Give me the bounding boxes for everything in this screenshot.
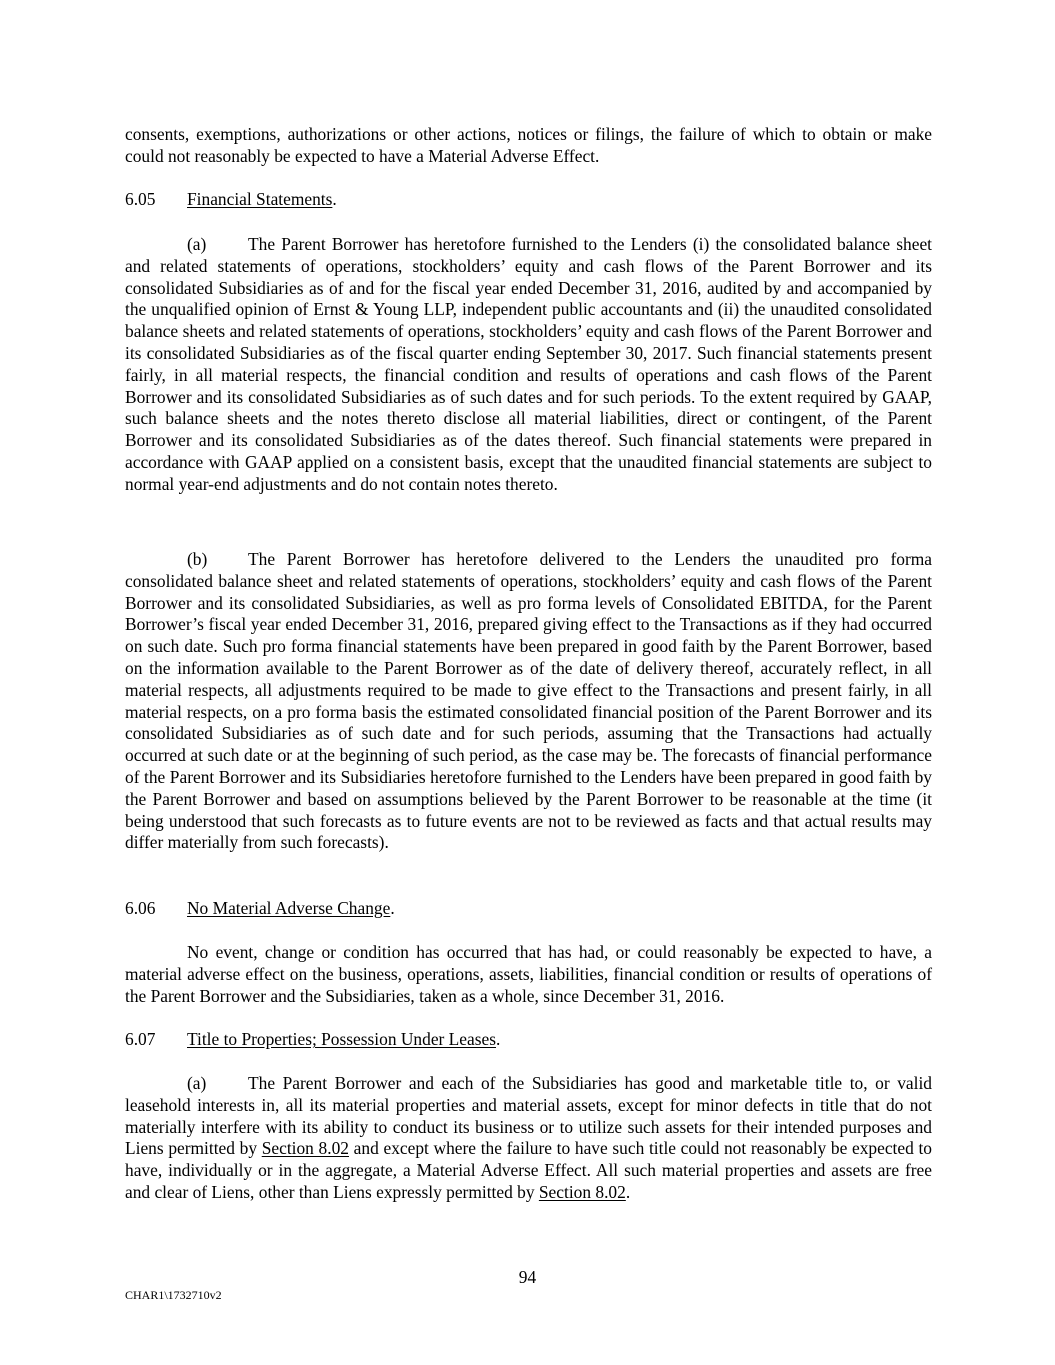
- paragraph-605b: [125, 549, 932, 854]
- paragraph-marker: (a): [187, 1073, 207, 1093]
- section-title: Financial Statements: [187, 189, 333, 209]
- paragraph-606: No event, change or condition has occurred that has had, or could reasonably be expected to have, a material adverse effect on the business, operations, assets, liabilities, financial condition or results of operations of the Parent Borrower and the Subsidiaries, taken as a whole, since December 31, 2016.: [125, 942, 932, 1006]
- paragraph-marker: (a): [187, 234, 207, 254]
- section-title: Title to Properties; Possession Under Leases: [187, 1029, 496, 1049]
- section-number: 6.07: [125, 1029, 156, 1049]
- section-heading-607: [125, 1029, 932, 1051]
- page-number: 94: [518, 1267, 537, 1287]
- section-reference-link[interactable]: Section 8.02: [538, 1181, 626, 1202]
- heading-period: .: [332, 189, 337, 209]
- paragraph-text-3: .: [625, 1181, 631, 1202]
- heading-period: .: [496, 1029, 501, 1049]
- paragraph-605a: [125, 234, 932, 496]
- section-number: 6.05: [125, 189, 156, 209]
- section-number: 6.06: [125, 898, 156, 918]
- paragraph-text: The Parent Borrower has heretofore furnished to the Lenders (i) the consolidated balance sheet and related statements of operations, stockholders’ equity and cash flows of the Parent Borrower and its consolidated Subsidiaries as of and for the fiscal year ended December 31, 2016, audited by and accompanied by the unqualified opinion of Ernst & Young LLP, independent public accountants and (ii) the unaudited consolidated balance sheets and related statements of operations, stockholders’ equity and cash flows of the Parent Borrower and its consolidated Subsidiaries as of the fiscal quarter ending September 30, 2017. Such financial statements present fairly, in all material respects, the financial condition and results of operations and cash flows of the Parent Borrower and its consolidated Subsidiaries as of such dates and for such periods. To the extent required by GAAP, such balance sheets and the notes thereto disclose all material liabilities, direct or contingent, of the Parent Borrower and its consolidated Subsidiaries as of the dates thereof. Such financial statements were prepared in accordance with GAAP applied on a consistent basis, except that the unaudited financial statements are subject to normal year-end adjustments and do not contain notes thereto.: [125, 234, 932, 494]
- paragraph-607a: [125, 1073, 932, 1204]
- paragraph-text-1: The Parent Borrower and each of the Subsidiaries has good and marketable title to, or valid leasehold interests in, all its material properties and material assets, except for minor defects in title that do not materially interfere with its ability to conduct its business or to utilize such assets for their intended purposes and Liens permitted by: [125, 1073, 932, 1159]
- section-title: No Material Adverse Change: [187, 898, 391, 918]
- paragraph-marker: (b): [187, 549, 208, 569]
- section-heading-606: [125, 898, 932, 920]
- section-heading-605: [125, 189, 932, 211]
- paragraph-text: The Parent Borrower has heretofore delivered to the Lenders the unaudited pro forma consolidated balance sheet and related statements of operations, stockholders’ equity and cash flows of the Parent Borrower and its consolidated Subsidiaries, as well as pro forma levels of Consolidated EBITDA, for the Parent Borrower’s fiscal year ended December 31, 2016, prepared giving effect to the Transactions as if they had occurred on such date. Such pro forma financial statements have been prepared in good faith by the Parent Borrower, based on the information available to the Parent Borrower as of the date of delivery thereof, accurately reflect, in all material respects, all adjustments required to be made to give effect to the Transactions and present fairly, in all material respects, on a pro forma basis the estimated consolidated financial position of the Parent Borrower and its consolidated Subsidiaries as of such date and for such periods, assuming that the Transactions had actually occurred at such date or at the beginning of such period, as the case may be. The forecasts of financial performance of the Parent Borrower and its Subsidiaries heretofore furnished to the Lenders have been prepared in good faith by the Parent Borrower and based on assumptions believed by the Parent Borrower to be reasonable at the time (it being understood that such forecasts as to future events are not to be reviewed as facts and that actual results may differ materially from such forecasts).: [125, 549, 932, 853]
- paragraph-text-2: and except where the failure to have such title could not reasonably be expected to have, individually or in the aggregate, a Material Adverse Effect. All such material properties and assets are free and clear of Liens, other than Liens expressly permitted by: [125, 1138, 932, 1202]
- section-reference-link[interactable]: Section 8.02: [261, 1138, 349, 1159]
- heading-period: .: [390, 898, 395, 918]
- document-id: CHAR1\1732710v2: [125, 1288, 222, 1302]
- intro-paragraph: consents, exemptions, authorizations or other actions, notices or filings, the failure of which to obtain or make could not reasonably be expected to have a Material Adverse Effect.: [125, 124, 932, 166]
